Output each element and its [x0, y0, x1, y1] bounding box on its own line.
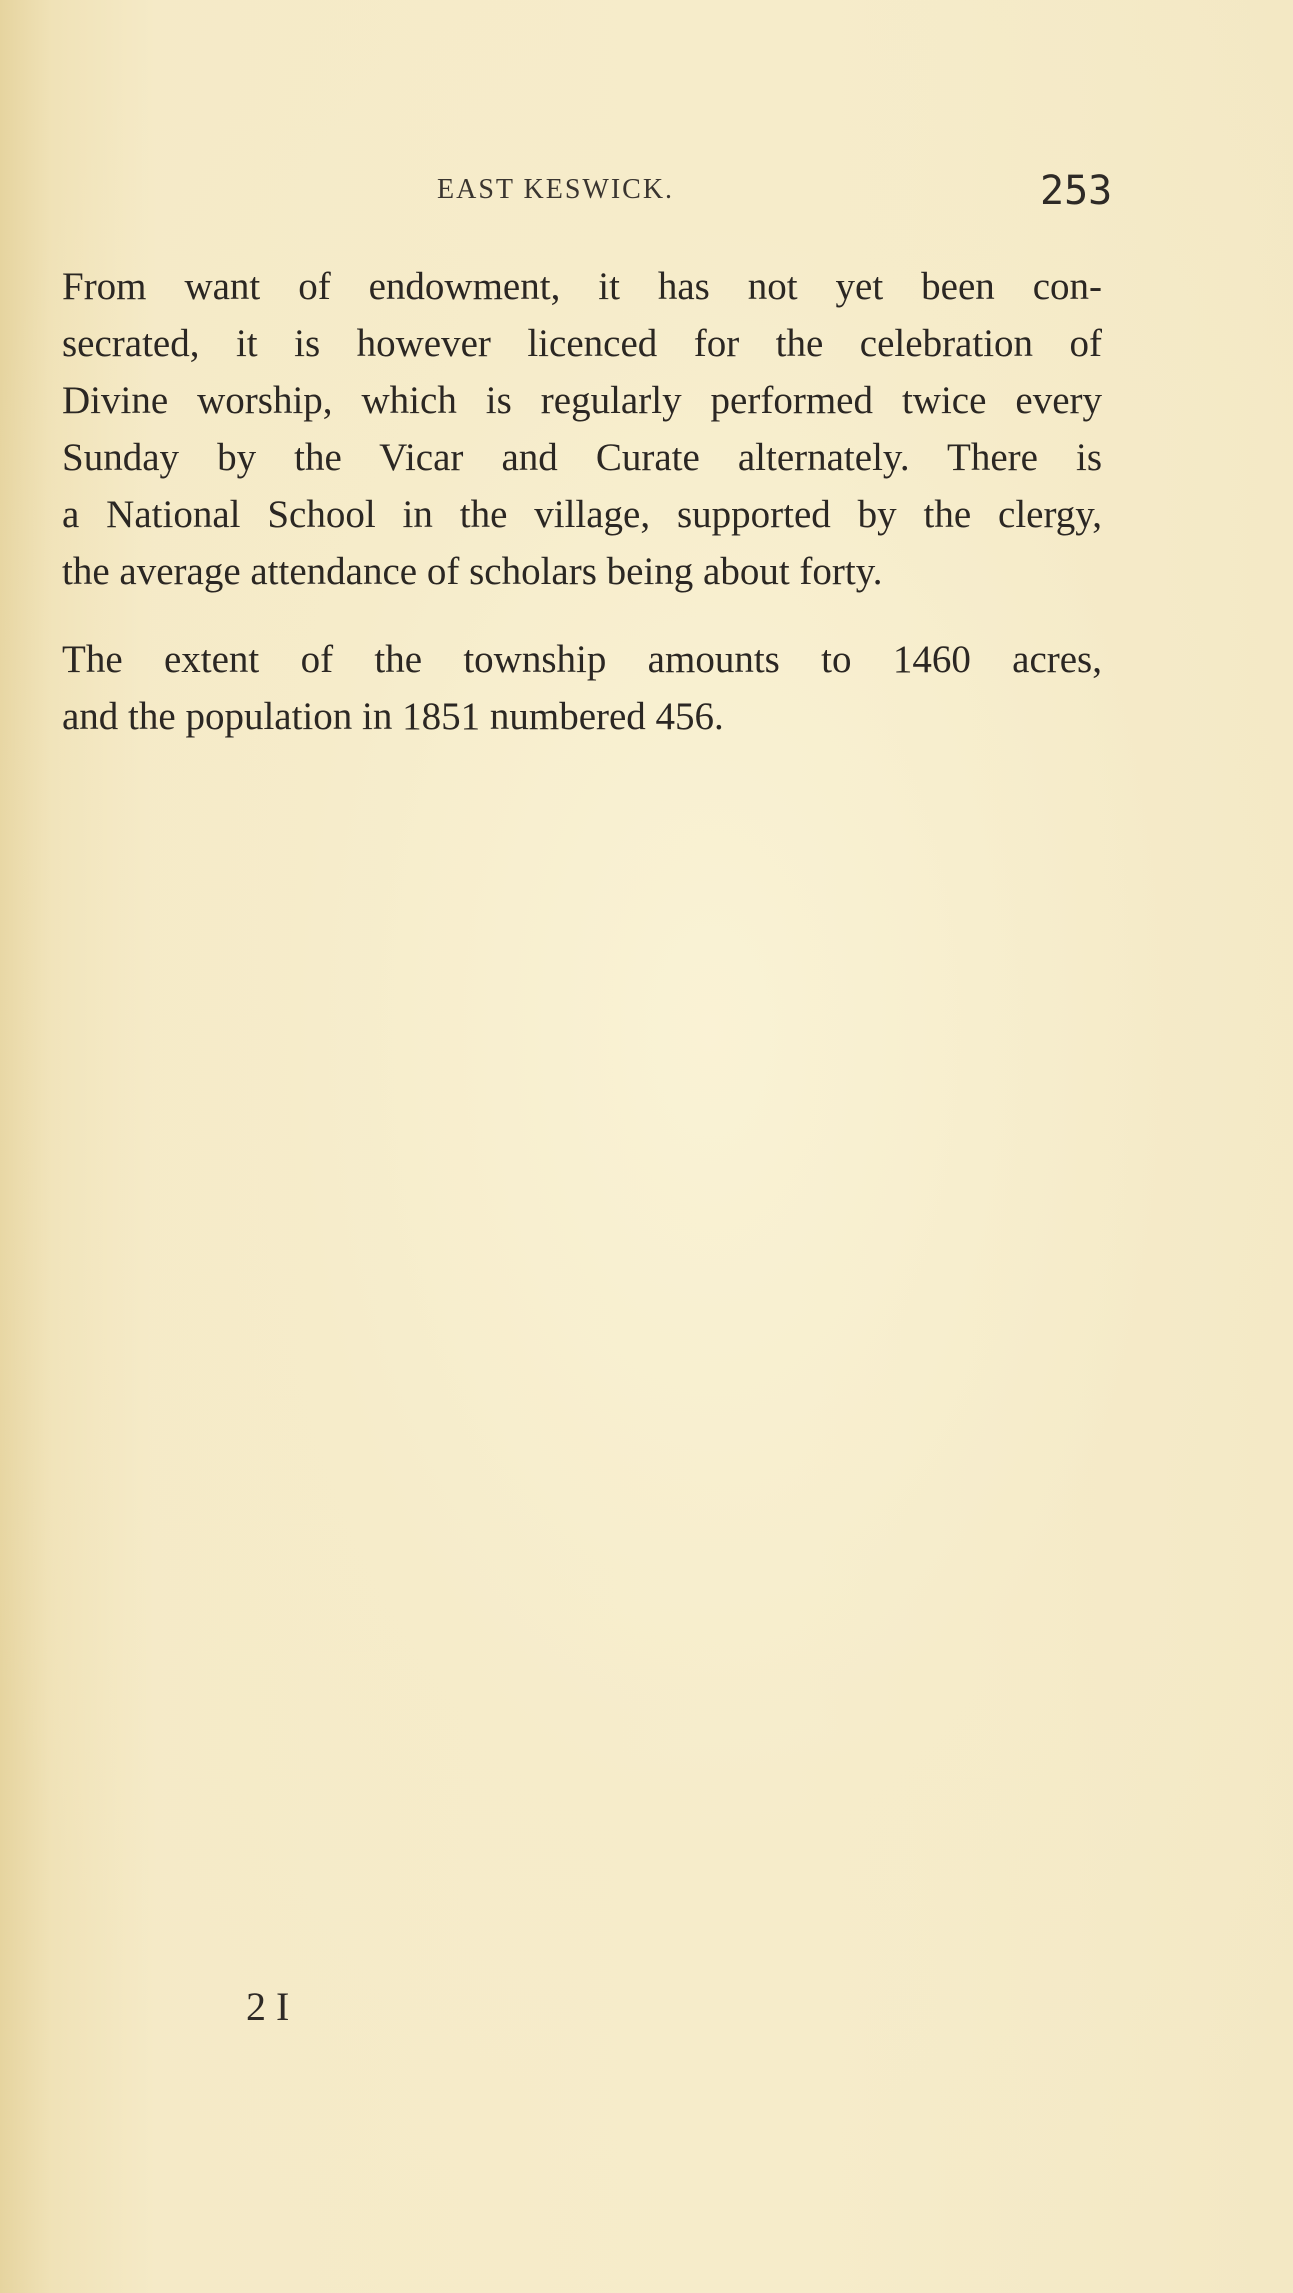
text-line: a National School in the village, supported by the clergy,	[62, 493, 1102, 536]
body-text	[62, 258, 1102, 745]
running-title: EAST KESWICK.	[437, 174, 675, 205]
text-line: secrated, it is however licenced for the celebration of	[62, 322, 1102, 365]
text-line: Divine worship, which is regularly performed twice every	[62, 379, 1102, 422]
text-line: The extent of the township amounts to 1460 acres,	[62, 638, 1102, 681]
paragraph	[62, 631, 1102, 745]
page-number: 253	[1040, 168, 1113, 214]
paragraph-gap	[62, 600, 1102, 631]
signature-mark: 2 I	[246, 1984, 290, 2029]
paragraph	[62, 258, 1102, 600]
text-line: the average attendance of scholars being about forty.	[62, 550, 883, 593]
text-line: and the population in 1851 numbered 456.	[62, 695, 724, 738]
text-line: Sunday by the Vicar and Curate alternately. There is	[62, 436, 1102, 479]
text-line: From want of endowment, it has not yet been con-	[62, 265, 1102, 308]
running-head	[0, 168, 1293, 216]
